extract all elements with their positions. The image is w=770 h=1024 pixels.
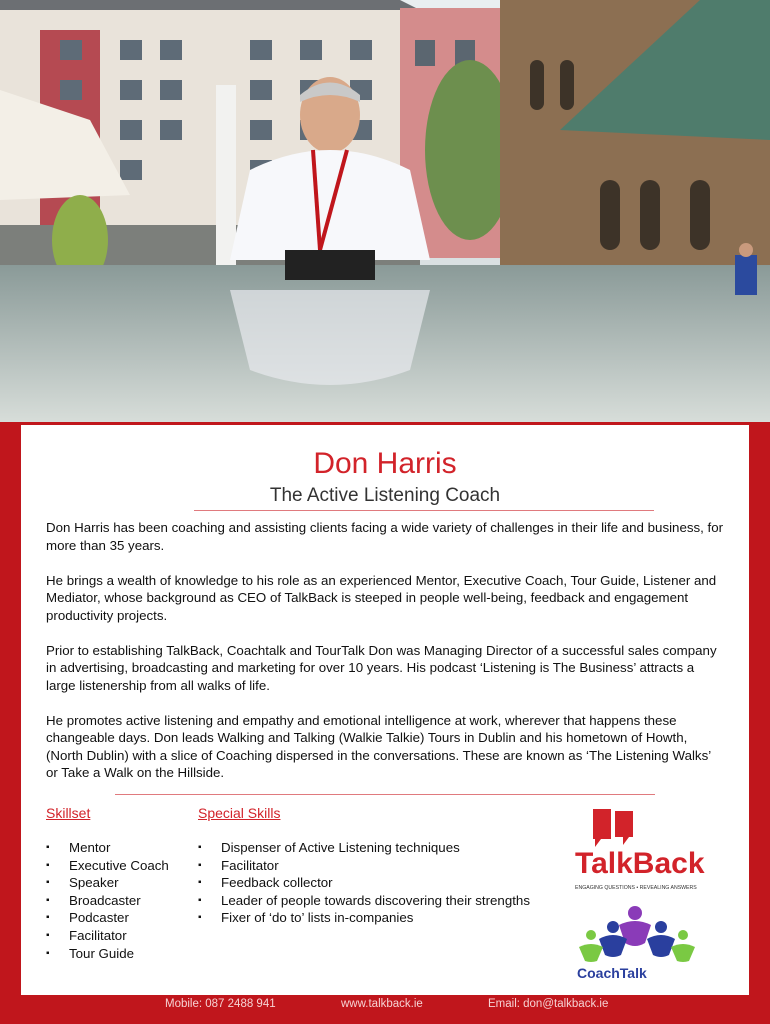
section-divider [115, 794, 655, 795]
list-item: ▪ Leader of people towards discovering their strengths [198, 892, 558, 910]
coachtalk-wordmark: CoachTalk [577, 965, 647, 981]
bio-paragraph: He brings a wealth of knowledge to his role as an experienced Mentor, Executive Coach, Tour Guide, Listener and Mediator, whose background as CEO of TalkBack is steeped in people well-being, feedback and engagement productivity projects. [46, 572, 717, 623]
talkback-logo [571, 805, 706, 895]
title-divider [194, 510, 654, 511]
talkback-tagline: ENGAGING QUESTIONS • REVEALING ANSWERS [575, 885, 697, 891]
profile-card [21, 425, 749, 995]
list-item: ▪ Speaker [46, 874, 196, 892]
bio-paragraph: Prior to establishing TalkBack, Coachtalk and TourTalk Don was Managing Director of a successful sales company in advertising, broadcasting and marketing for over 10 years. His podcast ‘Listening is The Business’ attracts a large listenership from all walks of life. [46, 642, 717, 693]
person-title: The Active Listening Coach [269, 485, 501, 506]
person-name: Don Harris [313, 447, 457, 480]
list-item: ▪ Broadcaster [46, 892, 196, 910]
bio-paragraph: Don Harris has been coaching and assisting clients facing a wide variety of challenges in their life and business, for more than 35 years. [46, 520, 724, 553]
coachtalk-logo [569, 903, 704, 983]
bio-paragraph: He promotes active listening and empathy and emotional intelligence at work, wherever that happens these changeable days. Don leads Walking and Talking (Walkie Talkie) Tours in Dublin and his hometown of Howth, (North Dublin) with a slice of Coaching dispersed in the conversations. These are known as ‘The Listening Walks’ or Take a Walk on the Hillside. [46, 712, 711, 780]
footer-contact [0, 996, 770, 1024]
talkback-wordmark: TalkBack [575, 847, 705, 880]
list-item: ▪ Facilitator [46, 927, 196, 945]
footer-website[interactable]: www.talkback.ie [341, 998, 423, 1010]
biography [46, 519, 726, 799]
list-item: ▪ Facilitator [198, 857, 558, 875]
list-item: ▪ Podcaster [46, 909, 196, 927]
special-skills-heading: Special Skills [198, 805, 281, 821]
list-item: ▪ Mentor [46, 839, 196, 857]
list-item: ▪ Feedback collector [198, 874, 558, 892]
city-square-photo [0, 0, 770, 422]
header-photo [0, 0, 770, 422]
list-item: ▪ Executive Coach [46, 857, 196, 875]
skillset-heading: Skillset [46, 805, 91, 821]
footer-mobile: Mobile: 087 2488 941 [165, 998, 276, 1010]
skillset-list [46, 839, 196, 962]
list-item: ▪ Dispenser of Active Listening techniques [198, 839, 558, 857]
list-item: ▪ Tour Guide [46, 945, 196, 963]
special-skills-list [198, 839, 558, 927]
list-item: ▪ Fixer of ‘do to’ lists in-companies [198, 909, 558, 927]
footer-email[interactable]: Email: don@talkback.ie [488, 998, 609, 1010]
